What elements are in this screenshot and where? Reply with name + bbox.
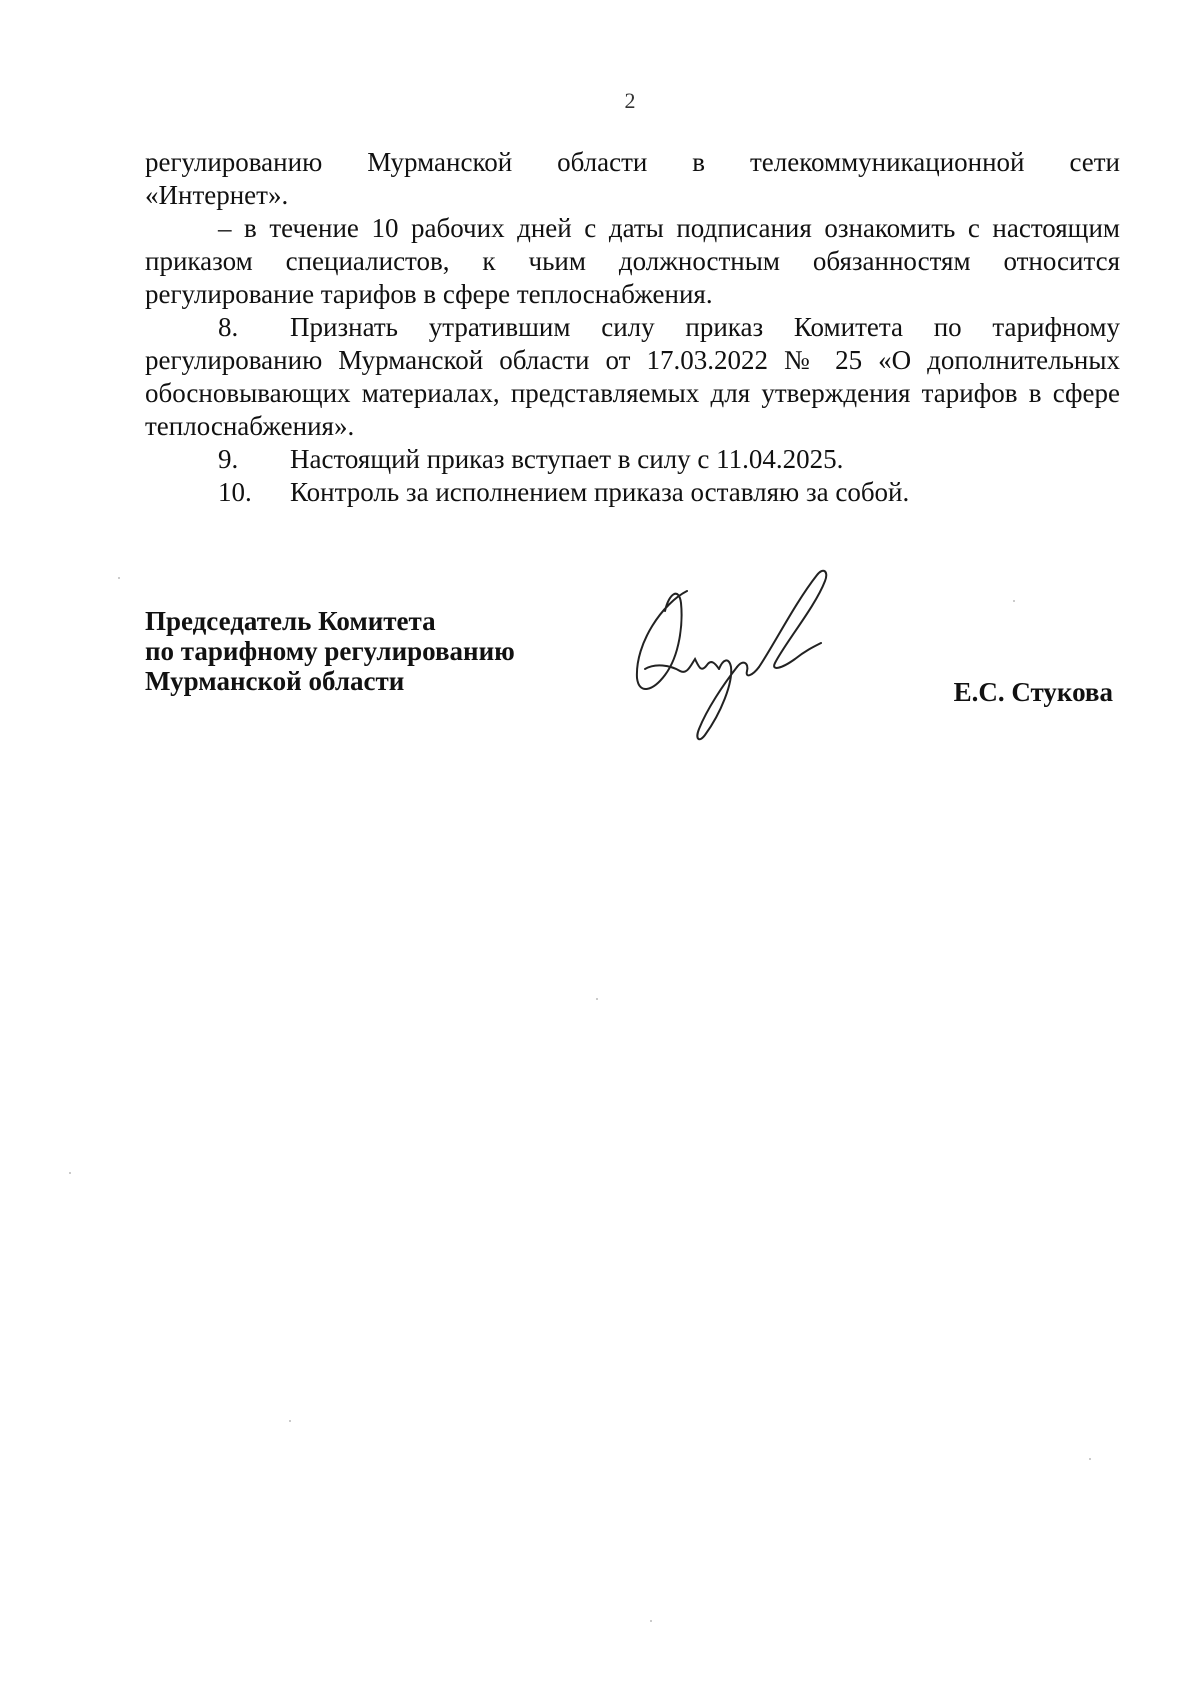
page-number: 2 [624,88,636,113]
handwritten-signature [625,563,855,753]
list-item-8-text: Признать утратившим силу приказ Комитета по тарифному регулированию Мурманской области от 17.03.2022 № 25 «О дополнительных обосновывающих материалах, представляемых для утверждения тарифов в сфере теплоснабжения». [145,312,1120,441]
scan-speck [69,1172,71,1174]
signatory-position [145,606,515,696]
list-item-10-number: 10. [218,477,252,507]
scan-speck [1013,600,1015,602]
paragraph-dash-item: – в течение 10 рабочих дней с даты подписания ознакомить с настоящим приказом специалистов, к чьим должностным обязанностям относится регулирование тарифов в сфере теплоснабжения. [145,213,1120,309]
position-line-2: по тарифному регулированию [145,636,515,666]
list-item-9-number: 9. [218,444,239,474]
list-item-9-text: Настоящий приказ вступает в силу с 11.04.2025. [290,444,844,474]
list-item-9 [145,443,1120,476]
list-item-10 [145,476,1120,509]
scan-speck [118,577,120,579]
scan-speck [289,1420,291,1422]
position-line-3: Мурманской области [145,666,405,696]
signer-name: Е.С. Стукова [953,677,1113,707]
scan-speck [1089,1458,1091,1460]
position-line-1: Председатель Комитета [145,606,436,636]
paragraph-continuation-line2: «Интернет». [145,180,289,210]
list-item-8-number: 8. [218,312,239,342]
scan-speck [596,998,598,1000]
document-body [145,146,1120,509]
scan-speck [650,1620,652,1622]
paragraph-continuation-line1: регулированию Мурманской области в телекоммуникационной сети [145,147,1120,177]
list-item-8 [145,311,1120,443]
list-item-10-text: Контроль за исполнением приказа оставляю за собой. [290,477,910,507]
